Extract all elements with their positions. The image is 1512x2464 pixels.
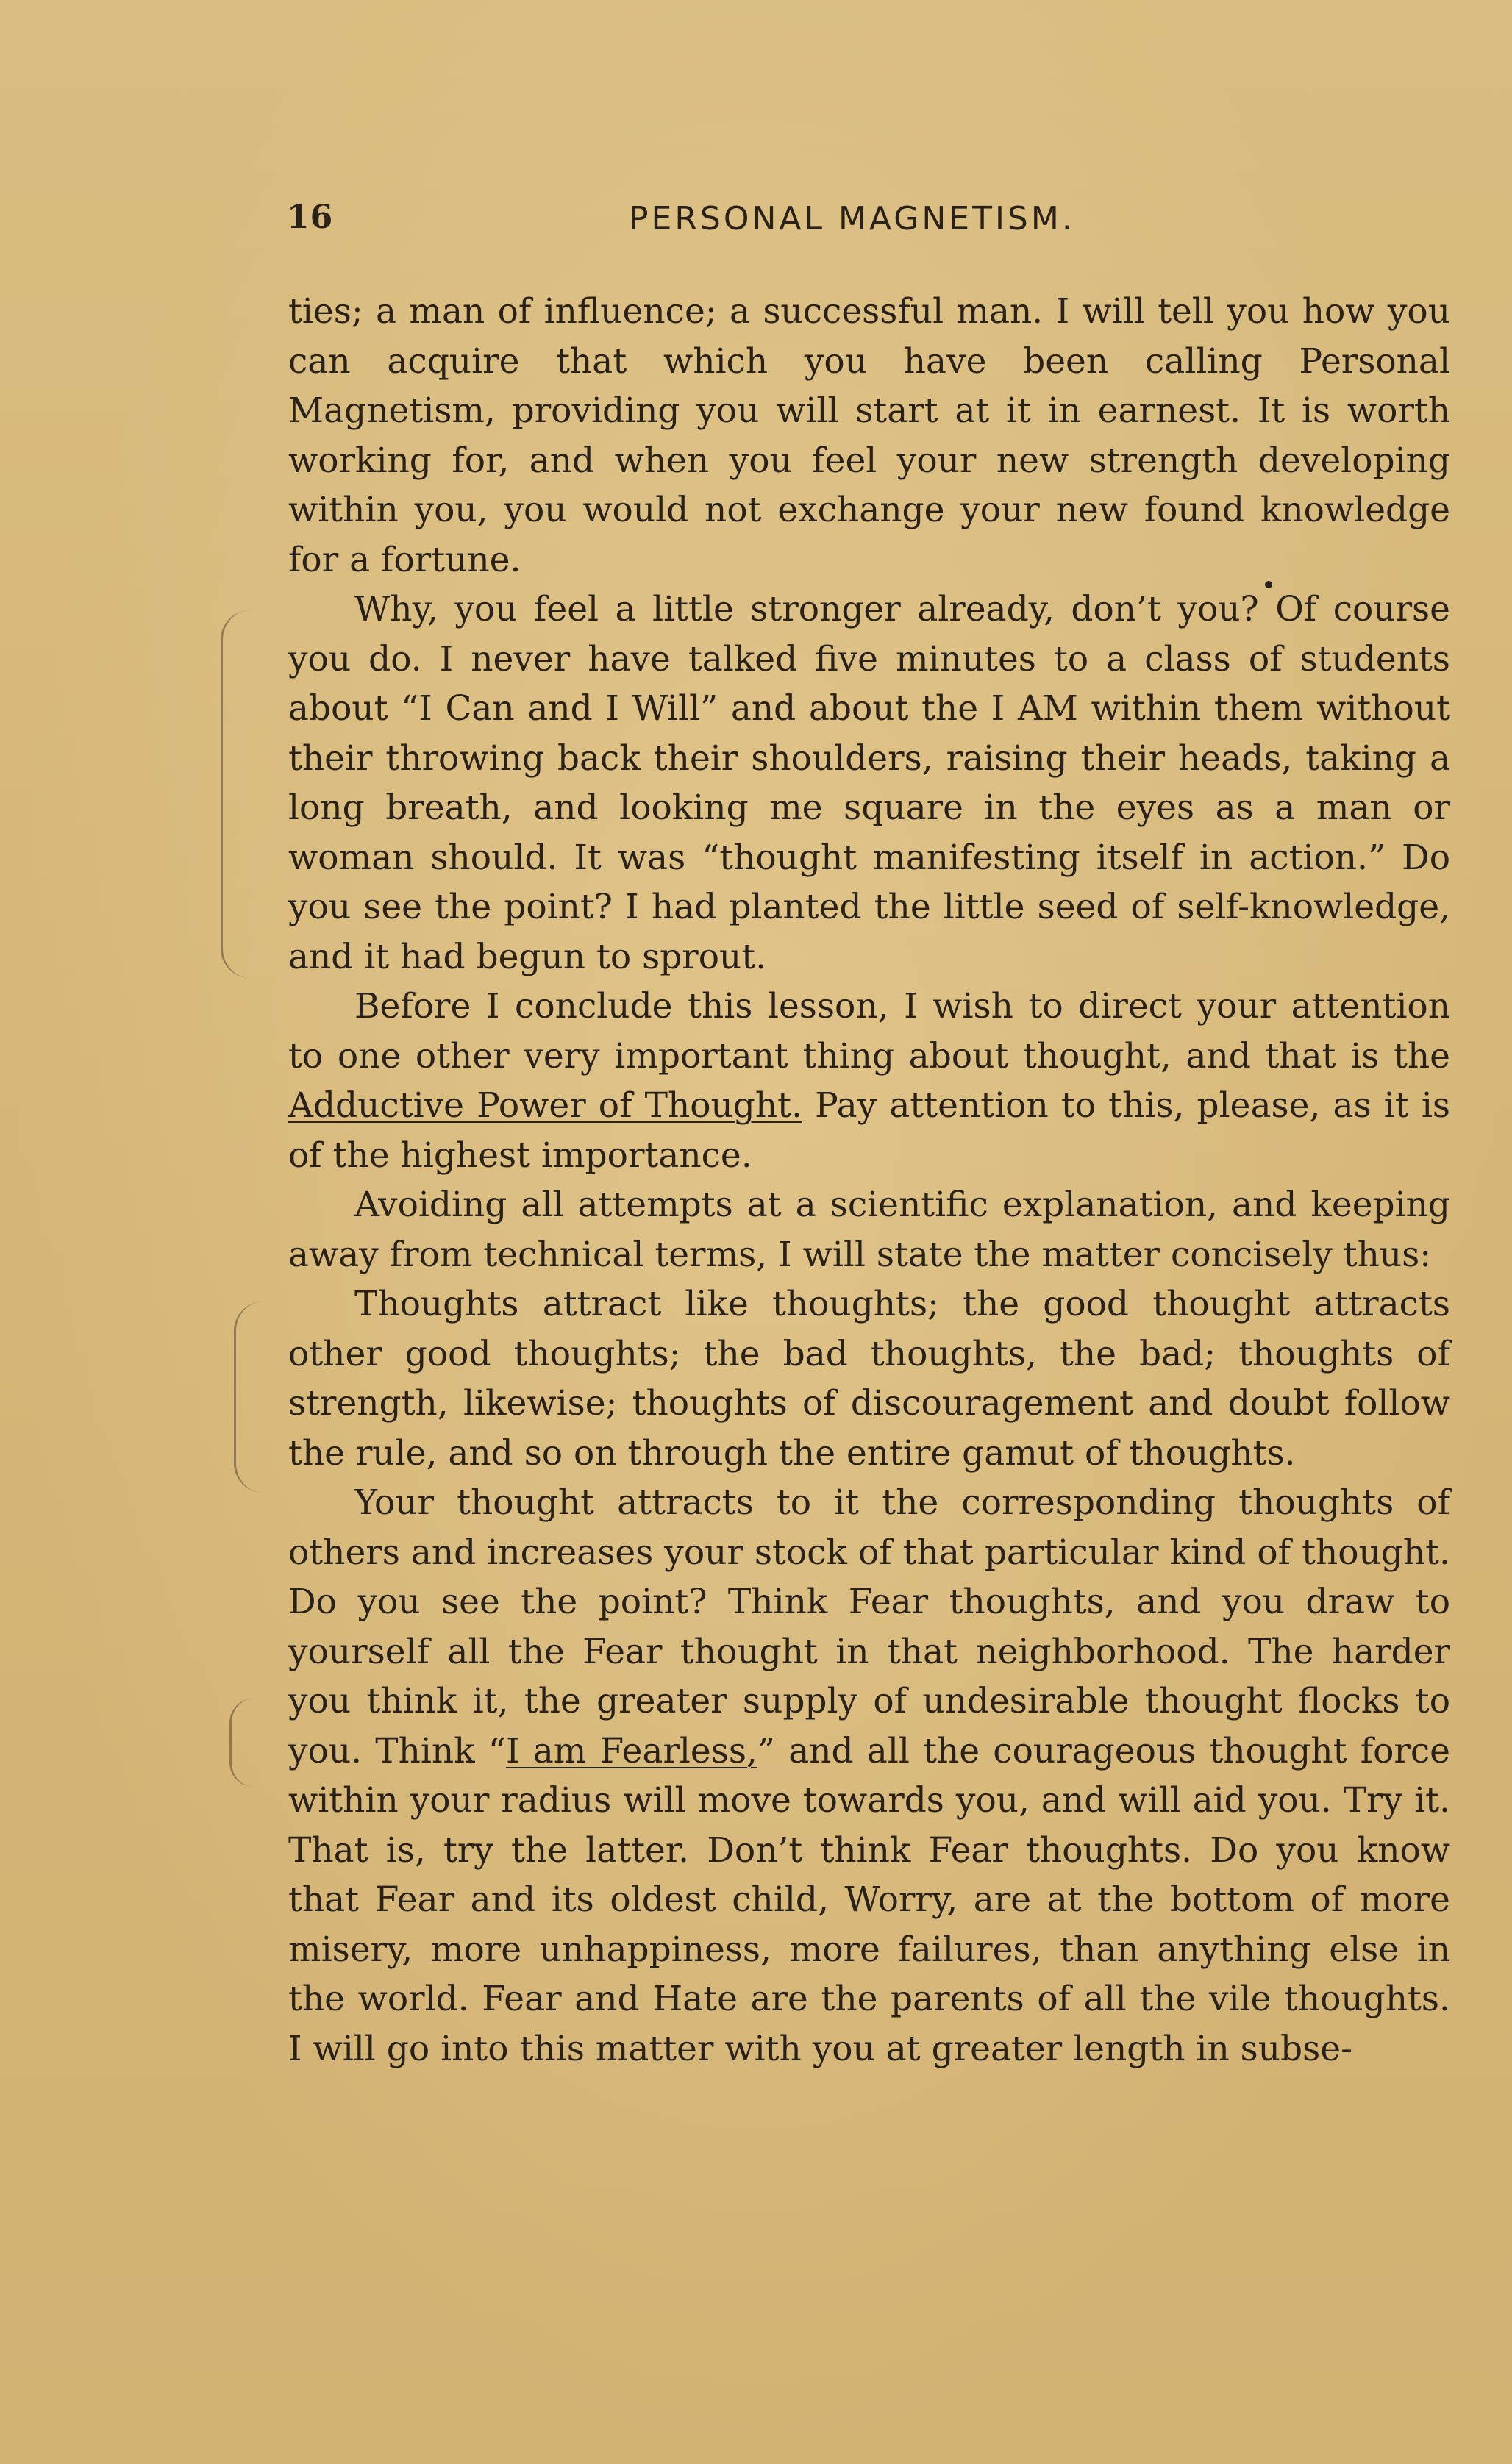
paragraph-text: Why, you feel a little stronger already, don’t you? Of course you do. I never have talked five minutes to a class of students about “I Can and I Will” and about the I AM within them without their throwing back their shoulders, raising their heads, taking a long breath, and looking me square in the eyes as a man or woman should. It was “thought manifesting itself in action.” Do you see the point? I had planted the little seed of self-knowledge, and it had begun to sprout.: [288, 589, 1450, 977]
page-header: [287, 199, 1463, 250]
margin-bracket-mark: [229, 1699, 254, 1787]
paragraph-text: Avoiding all attempts at a scientific explanation, and keeping away from technical terms, I will state the matter concisely thus:: [288, 1185, 1450, 1275]
paragraph: [288, 585, 1450, 982]
underlined-phrase: Adductive Power of Thought.: [288, 1085, 802, 1126]
paragraph-text: Pay attention to this, please, as it is of the highest importance.: [288, 1085, 1450, 1176]
paragraph-text: Your thought attracts to it the corresponding thoughts of others and increases your stock of that particular kind of thought. Do you see the point? Think Fear thoughts, and you draw to yourself all the Fear thought in that neighborhood. The harder you think it, the greater supply of undesirable thought flocks to you. Think “: [288, 1482, 1450, 1771]
paragraph-text: ties; a man of influence; a successful man. I will tell you how you can acquire that which you have been calling Personal Magnetism, providing you will start at it in earnest. It is worth working for, and when you feel your new strength developing within you, you would not exchange your new found knowledge for a fortune.: [288, 291, 1450, 580]
running-head: PERSONAL MAGNETISM.: [629, 200, 1075, 238]
paragraph: [288, 287, 1450, 585]
margin-bracket-mark: [234, 1301, 265, 1493]
paragraph: [288, 982, 1450, 1180]
paragraph: [288, 1279, 1450, 1478]
paragraph: [288, 1180, 1450, 1279]
margin-bracket-mark: [221, 610, 252, 978]
paragraph-text: Before I conclude this lesson, I wish to direct your attention to one other very important thing about thought, and that is the: [288, 986, 1450, 1076]
paragraph-text: ” and all the courageous thought force within your radius will move towards you, and will aid you. Try it. That is, try the latter. Don’t think Fear thoughts. Do you know that Fear and its oldest child, Worry, are at the bottom of more misery, more unhappiness, more failures, than anything else in the world. Fear and Hate are the parents of all the vile thoughts. I will go into this matter with you at greater length in subse-: [288, 1730, 1450, 2069]
paragraph: [288, 1478, 1450, 2074]
underlined-phrase: I am Fearless,: [505, 1730, 757, 1771]
body-text: [288, 287, 1450, 2074]
paragraph-text: Thoughts attract like thoughts; the good thought attracts other good thoughts; the bad thoughts, the bad; thoughts of strength, likewise; thoughts of discouragement and doubt follow the rule, and so on through the entire gamut of thoughts.: [288, 1284, 1450, 1474]
page-number: 16: [287, 199, 334, 236]
